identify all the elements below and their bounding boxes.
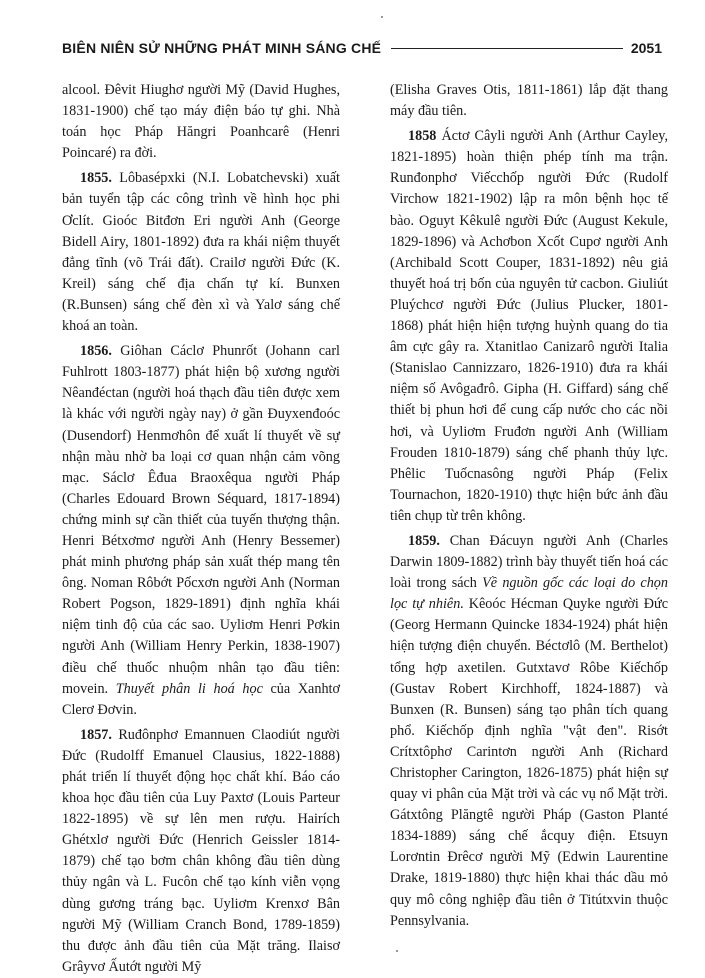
page-number: 2051: [630, 40, 662, 56]
entry-text: Lôbasépxki (N.I. Lobatchevski) xuất bản tuyển tập các công trình về hình học phi Ơclít. Gioóc Bitđơn Eri người Anh (George Bidell Airy, 1801-1892) đưa ra khái niệm thuyết đẳng tĩnh (võ Trái đất). Crailơ người Đức (K. Kreil) sáng chế địa chấn tự kí. Bunxen (R.Bunsen) sáng chế đèn xì và Yalơ sáng chế khoá an toàn.: [62, 170, 340, 335]
book-title: Về nguồn gốc các loại do chọn lọc tự nhiên.: [390, 575, 668, 613]
header-rule: [391, 48, 623, 49]
entry-text-tail: của Xanhtơ Clerơ Đơvin.: [62, 680, 340, 718]
running-title: BIÊN NIÊN SỬ NHỮNG PHÁT MINH SÁNG CHẾ: [62, 40, 382, 56]
entry-text: Chan Đácuyn người Anh (Charles Darwin 1809-1882) trình bày thuyết tiến hoá các loài trong sách: [390, 532, 668, 592]
entry-text: Áctơ Câyli người Anh (Arthur Cayley, 1821-1895) hoàn thiện phép tính ma trận. Runđonphơ Viếcchốp người Đức (Rudolf Virchow 1821-1902) lập ra môn bệnh học tế bào. Oguyt Kêkulê người Đức (August Kekule, 1829-1896) và Achơbon Xcốt Cupơ người Anh (Archibald Scott Couper, 1831-1892) nêu giả thuyết hoá trị bốn của nguyên tử cacbon. Giuliút Pluýchcơ người Đức (Julius Plucker, 1801-1868) phát hiện hiện tượng huỳnh quang do tia âm cực gây ra. Xtanitlao Canizarô người Italia (Stanislao Cannizzaro, 1826-1910) đưa ra khái niệm số Avôgađrô. Gipha (H. Giffard) sáng chế thiết bị phun hơi để cung cấp nước cho các nồi hơi, và Uyliơm Fruđơn người Anh (William Frouden 1810-1879) sáng chế phanh thủy lực. Phêlic Tuốcnasông người Pháp (Felix Tournachon, 1820-1910) thực hiện bức ảnh đầu tiên chụp từ trên không.: [390, 128, 668, 524]
entry-1857: [62, 725, 340, 978]
entry-year: 1855.: [80, 170, 112, 187]
entry-text: Giôhan Cáclơ Phunrốt (Johann carl Fuhlrott 1803-1877) phát hiện bộ xương người Nêanđéctan (người hoá thạch đầu tiên được xem là khác với người ngày nay) ở gần Đuyxenđoóc (Dusendorf) Henmơhôn để xuất lí thuyết về sự nhận màu nhờ ba loại cơ quan nhận cảm võng mạc. Sáclơ Êđua Braoxêqua người Pháp (Charles Edouard Brown Séquard, 1817-1894) chứng minh sự cần thiết của tuyến thượng thận. Henri Bétxơmơ người Anh (Henry Bessemer) phát minh phương pháp sản xuất thép mang tên ông. Noman Rôbớt Pốcxơn người Anh (Norman Robert Pogson, 1829-1891) định nghĩa khái niệm tinh độ của các sao. Uyliơm Henri Pơkin người Anh (William Henry Perkin, 1838-1907) điều chế thuốc nhuộm nhân tạo đầu tiên: movein.: [62, 343, 340, 697]
entry-year: 1857.: [80, 726, 112, 743]
book-title: Thuyết phân li hoá học: [115, 680, 263, 697]
scan-speck: [396, 950, 398, 952]
right-column: [390, 80, 668, 932]
entry-year: 1859.: [408, 532, 440, 549]
running-header: [62, 36, 662, 60]
entry-1856: [62, 341, 340, 721]
entry-year: 1858: [408, 128, 437, 145]
entry-1858: [390, 126, 668, 527]
entry-1855: [62, 168, 340, 337]
entry-text-tail: Kêoóc Hécman Quyke người Đức (Georg Hermann Quincke 1834-1924) phát hiện hiện tượng điện chuyển. Béctơlô (M. Berthelot) tổng hợp axetilen. Gutxtavơ Rôbe Kiếchốp (Gustav Robert Kirchhoff, 1824-1887) và Bunxen (R. Bunsen) sáng tạo phân tích quang phổ. Kiếchốp định nghĩa "vật đen". Risớt Crítxtôphơ Carintơn người Anh (Richard Christopher Carington, 1826-1875) phát hiện sự quay vi phân của Mặt trời và các vụ nổ Mặt trời. Gátxtông Plăngtê người Pháp (Gaston Planté 1834-1889) sáng chế ắcquy điện. Etsuyn Lorơntin Đrêcơ người Mỹ (Edwin Laurentine Drake, 1819-1880) thực hiện khai thác dầu mỏ quy mô công nghiệp đầu tiên ở Titútxvin thuộc Pennsylvania.: [390, 596, 668, 929]
continuation-paragraph: alcool. Đêvit Hiughơ người Mỹ (David Hughes, 1831-1900) chế tạo máy điện báo tự ghi. Nhà toán học Pháp Hăngri Poanhcarê (Henri Poincaré) ra đời.: [62, 82, 340, 162]
scan-speck: [381, 16, 383, 18]
continuation-paragraph: (Elisha Graves Otis, 1811-1861) lắp đặt thang máy đầu tiên.: [390, 82, 668, 120]
entry-1859: [390, 531, 668, 932]
left-column: [62, 80, 340, 978]
entry-year: 1856.: [80, 343, 112, 360]
entry-text: Ruđônphơ Emannuen Claodiút người Đức (Rudolff Emanuel Clausius, 1822-1888) phát triển lí thuyết động học chất khí. Báo cáo khoa học đầu tiên của Luy Paxtơ (Louis Parteur 1822-1895) về sự lên men rượu. Hairích Ghétxlơ người Đức (Henrich Geissler 1814-1879) chế tạo bơm chân không đầu tiên dùng thủy ngân và L. Fucôn chế tạo kính viễn vọng dùng gương tráng bạc. Uyliơm Krenxơ Bân người Mỹ (William Cranch Bond, 1789-1859) thu được ảnh đầu tiên của Mặt trăng. Ilaisơ Grâyvơ Ấutớt người Mỹ: [62, 726, 340, 975]
